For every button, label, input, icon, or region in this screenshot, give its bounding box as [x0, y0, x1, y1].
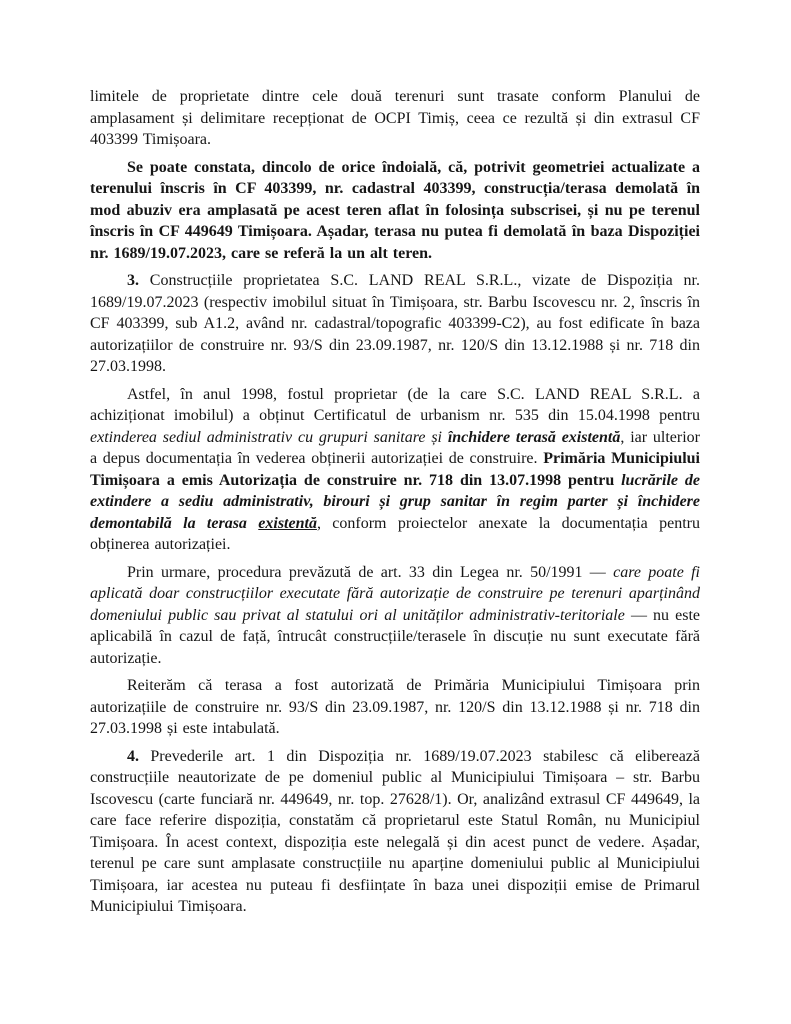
text-run: Se poate constata, dincolo de orice îndoială, că, potrivit geometriei actualizate a terenului înscris în CF 403399, nr. cadastral 403399, construcția/terasa demolată în mod abuziv era amplasată pe acest teren aflat în folosința subscrisei, și nu pe terenul înscris în CF 449649 Timișoara. Așadar, terasa nu putea fi demolată în baza Dispoziției nr. 1689/19.07.2023, care se referă la un alt teren. [90, 158, 700, 262]
paragraph-reiteram [90, 675, 700, 740]
text-run: Prin urmare, procedura prevăzută de art. 33 din Legea nr. 50/1991 — [127, 563, 614, 581]
text-run: Primăria Municipiului Timișoara a emis Autorizația de construire nr. 718 din 13.07.1998 pentru [90, 450, 701, 489]
paragraph-continuation [90, 86, 700, 151]
text-run: Astfel, în anul 1998, fostul proprietar (de la care S.C. LAND REAL S.R.L. a achiziționat imobilul) a obținut Certificatul de urbanism nr. 535 din 15.04.1998 pentru [90, 385, 700, 424]
text-run: existentă [258, 514, 317, 532]
paragraph-point-3 [90, 270, 700, 378]
text-run: , iar ulterior a depus documentația în vederea obținerii autorizației de construire. [90, 428, 701, 467]
text-run: , conform proiectelor anexate la documentația pentru obținerea autorizației. [90, 514, 700, 553]
text-run: Prevederile art. 1 din Dispoziția nr. 1689/19.07.2023 stabilesc că eliberează construcțiile neautorizate de pe domeniul public al Municipiului Timișoara – str. Barbu Iscovescu (carte funciară nr. 449649, nr. top. 27628/1). Or, analizând extrasul CF 449649, la care face referire dispoziția, constatăm că proprietarul este Statul Român, nu Municipiul Timișoara. În acest context, dispoziția este nelegală și din acest punct de vedere. Așadar, terenul pe care sunt amplasate construcțiile nu aparține domeniului public al Municipiului Timișoara, iar acestea nu puteau fi desființate în baza unei dispoziții emise de Primarul Municipiului Timișoara. [90, 747, 701, 915]
text-run: care poate fi aplicată doar construcțiilor executate fără autorizație de construire pe terenuri aparținând domeniului public sau privat al statului ori al unităților administrativ-teritoriale [90, 563, 700, 624]
text-run: lucrările de extindere a sediu administrativ, birouri și grup sanitar în regim parter și închidere demontabilă la terasa [90, 471, 700, 532]
text-run: — nu este aplicabilă în cazul de față, întrucât construcțiile/terasele în discuție nu sunt executate fără autorizație. [90, 606, 700, 667]
paragraph-istoric-1998 [90, 384, 700, 556]
text-run: extinderea sediul administrativ cu grupuri sanitare și [90, 428, 448, 446]
text-run: 3. [127, 272, 150, 289]
paragraph-point-4 [90, 746, 700, 918]
paragraph-art-33-legea-50 [90, 562, 700, 670]
document-text-block [90, 86, 700, 924]
text-run: limitele de proprietate dintre cele două terenuri sunt trasate conform Planului de amplasament și delimitare recepționat de OCPI Timiș, ceea ce rezultă și din extrasul CF 403399 Timișoara. [90, 88, 700, 148]
text-run: 4. [127, 747, 151, 765]
text-run: închidere terasă existentă [447, 428, 621, 446]
text-run: Construcțiile proprietatea S.C. LAND REAL S.R.L., vizate de Dispoziția nr. 1689/19.07.2023 (respectiv imobilul situat în Timișoara, str. Barbu Iscovescu nr. 2, înscris în CF 403399, sub A1.2, având nr. cadastral/topografic 403399-C2), au fost edificate în baza autorizațiilor de construire nr. 93/S din 23.09.1987, nr. 120/S din 13.12.1988 și nr. 718 din 27.03.1998. [90, 272, 701, 375]
text-run: Reiterăm că terasa a fost autorizată de Primăria Municipiului Timișoara prin autorizațiile de construire nr. 93/S din 23.09.1987, nr. 120/S din 13.12.1988 și nr. 718 din 27.03.1998 și este intabulată. [90, 677, 700, 737]
paragraph-constatare-bold [90, 157, 700, 265]
